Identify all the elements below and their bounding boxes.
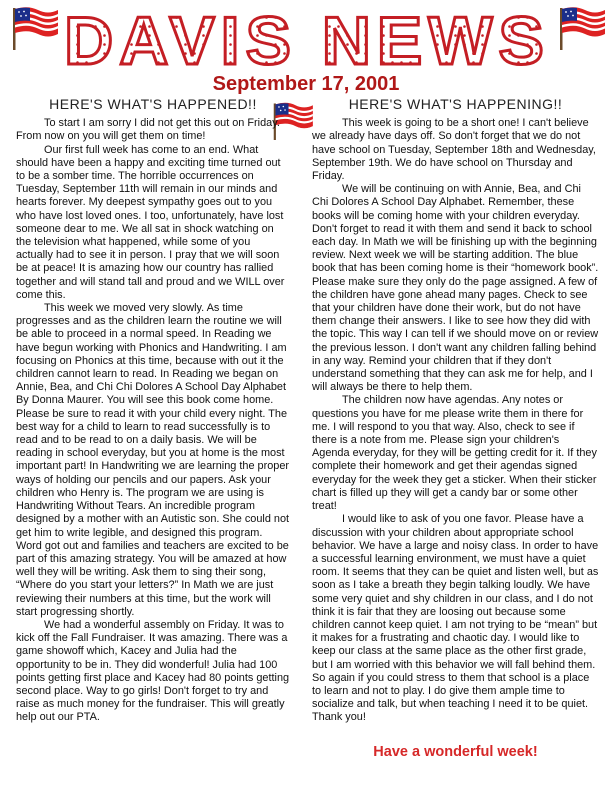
title-text: DAVIS NEWS [64,4,550,74]
right-paragraph: This week is going to be a short one! I can't believe we already have days off. So don't forget that we do not have school on Tuesday, September 18th and Wednesday, September 19th. We do have school on Thursday and Friday. [312,117,596,183]
american-flag-icon [555,4,607,50]
american-flag-icon [8,4,60,50]
newsletter-title [55,4,560,74]
right-paragraph: I would like to ask of you one favor. Please have a discussion with your children about appropriate school behavior. We have a large and noisy class. In order to have a successful learning environment, we must have a quiet room. It seems that they can be quiet and listen well, but as soon as I take a breath they begin talking loudly. We have some very quiet and shy children in our class, and I do not think it is fair that they are loosing out because some children cannot keep quiet. I am not trying to be “mean” but it makes for a frustrating and chaotic day. I would like to keep our class at the same place as the other first grade, but I am worried with this behavior we will fall behind them. So again if you could stress to them that school is a place to learn and not to play. I do give them ample time to socialize and talk, but when teaching I need it to be quiet. Thank you! [312,513,599,724]
closing-message: Have a wonderful week! [373,744,538,760]
left-column [16,98,290,725]
right-paragraph: The children now have agendas. Any notes or questions you have for me please write them in there for me. I will respond to you that way. Also, check to see if there is a note from me. Please sign your children's Agenda everyday, for they will be getting credit for it. If they complete their homework and get their agendas signed everyday for the week they get a sticker. When their sticker chart is filled up they will get a candy bar or some other treat! [312,394,597,513]
right-paragraph: We will be continuing on with Annie, Bea, and Chi Chi Dolores A School Day Alphabet. Remember, these books will be coming home with your children everyday. Don't forget to read it with them and send it back to school each day. In Math we will be finishing up with the beginning review. Next week we will be starting addition. The blue book that has been coming home is their “homework book”. Please make sure they only do the page assigned. A few of the children have gone ahead many pages. Check to see that your children have done their work, but do not have them change their answers. I like to see how they did with the topic. This way I can tell if we should move on or review the previous lesson. I don't want any children falling behind in any way. Remind your children that if they don't understand something that they can ask me for help, and I will always be there to help them. [312,183,599,394]
left-paragraph: We had a wonderful assembly on Friday. It was to kick off the Fall Fundraiser. It was amazing. There was a game showoff which, Kacey and Julia had the opportunity to be in. They did wonderful! Julia had 100 points getting first place and Kacey had 80 points getting second place. Way to go girls! Don't forget to try and raise as much money for the fundraiser. This will greatly help out our PTA. [16,618,290,724]
right-heading: HERE'S WHAT'S HAPPENING!! [348,96,563,112]
left-paragraph: Our first full week has come to an end. What should have been a happy and exciting time turned out to be a somber time. The horrible occurrences on Tuesday, September 11th will remain in our minds and hearts forever. My deepest sympathy goes out to you who have lost loved ones. I too, unfortunately, have lost someone dear to me. We all sat in shock watching on the television what happened, while some of you actually had to see it in person. I pray that we will soon be at peace! It is amazing how our country has rallied together and will stand tall and proud and we WILL over come this. [16,143,285,301]
left-heading: HERE'S WHAT'S HAPPENED!! [49,96,257,112]
left-paragraph: To start I am sorry I did not get this out on Friday. From now on you will get them on time! [16,117,280,143]
right-column [312,98,599,725]
issue-date: September 17, 2001 [212,73,400,95]
left-paragraph: This week we moved very slowly. As time progresses and as the children learn the routine we will be able to proceed in a normal speed. In Reading we have begun working with Phonics and Handwriting. I am focusing on Phonics at this time, because with out it the children cannot learn to read. In Reading we began on Annie, Bea, and Chi Chi Dolores A School Day Alphabet By Donna Maurer. You will see this book come home. Please be sure to read it with your child every night. The best way for a child to learn to read successfully is to read and to be read to on a daily basis. We will be reading in school everyday, but you at home is the most important part! In Handwriting we are learning the proper ways of holding our pencils and our papers. Ask your children who Henry is. The program we are using is Handwriting Without Tears. An incredible program designed by a mother with an Autistic son. She could not get him to write legible, and designed this program. Word got out and families and teachers are excited to be part of this amazing strategy. You will be amazed at how well they will be writing. Ask them to sing their song, “Where do you start your letters?” In Math we are just reviewing their numbers at this time, but the work will start progressing shortly. [16,302,290,618]
